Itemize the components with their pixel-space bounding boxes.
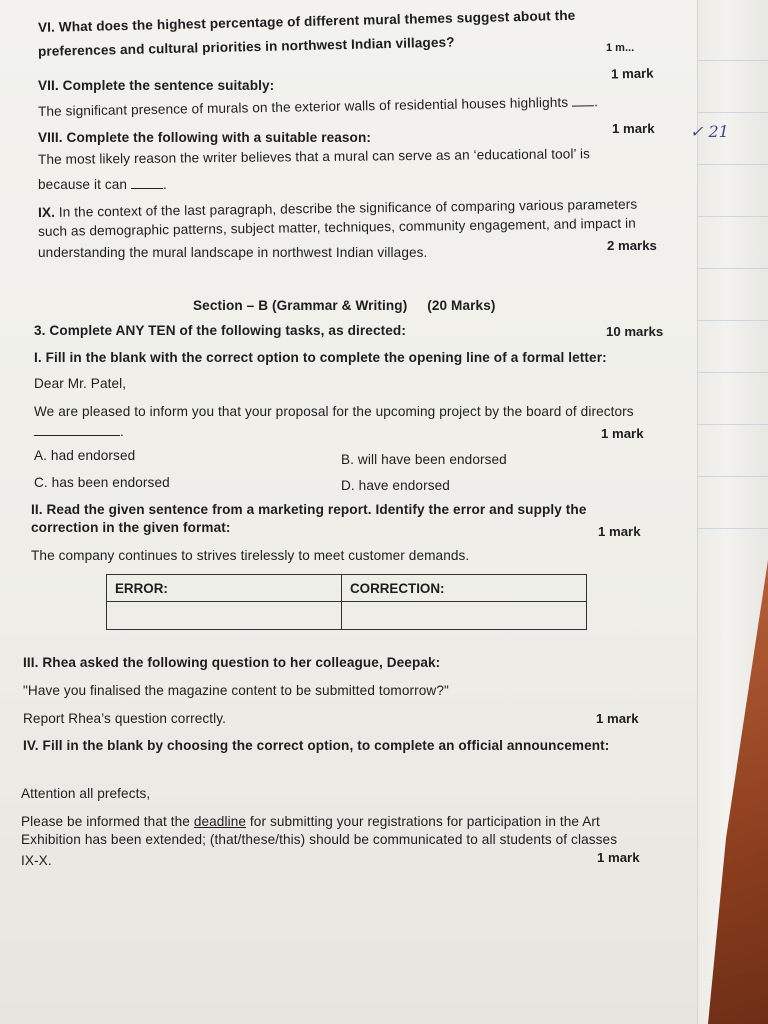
q8-blank [131, 188, 163, 189]
g1-mark: 1 mark [601, 426, 644, 441]
g4-heading: IV. Fill in the blank by choosing the correct option, to complete an official announcement: [23, 738, 610, 753]
task3-mark: 10 marks [606, 324, 664, 339]
g4-line-3: IX-X. [21, 853, 52, 868]
g3-instruction: Report Rhea’s question correctly. [23, 711, 227, 726]
g1-option-c: C. has been endorsed [34, 475, 170, 490]
q9-line-3: understanding the mural landscape in northwest Indian villages. [38, 245, 428, 260]
g1-option-a: A. had endorsed [34, 448, 136, 463]
g4-line-1-row [21, 814, 600, 829]
section-b-title: Section – B (Grammar & Writing) [193, 298, 408, 313]
g3-heading: III. Rhea asked the following question to her colleague, Deepak: [23, 655, 441, 670]
error-answer-cell[interactable] [107, 602, 342, 630]
q7-sentence-row: The significant presence of murals on the exterior walls of residential houses highlights . [37, 94, 599, 119]
task3-heading: 3. Complete ANY TEN of the following tasks, as directed: [34, 323, 406, 338]
q9-line-1: In the context of the last paragraph, describe the significance of comparing various parameters [58, 196, 638, 220]
q6-mark: 1 m... [606, 42, 635, 54]
g1-salutation: Dear Mr. Patel, [34, 376, 127, 391]
g1-option-b: B. will have been endorsed [341, 452, 507, 467]
q8-mark: 1 mark [612, 121, 655, 136]
section-b-title-row [193, 298, 495, 313]
g4-line-1-post: for submitting your registrations for participation in the Art [246, 814, 600, 829]
g4-line-1-pre: Please be informed that the [21, 814, 194, 829]
g4-mark: 1 mark [597, 850, 640, 865]
q9-line-2: such as demographic patterns, subject matter, techniques, community engagement, and impact in [37, 215, 636, 239]
g2-mark: 1 mark [598, 524, 641, 539]
g2-line-2: correction in the given format: [31, 520, 231, 535]
section-b-marks: (20 Marks) [427, 298, 496, 313]
handwritten-margin-note: ✓ 21 [690, 122, 729, 141]
g2-line-1: II. Read the given sentence from a marketing report. Identify the error and supply the [31, 502, 587, 517]
g1-blank-row: . [34, 424, 124, 439]
g4-line-2: Exhibition has been extended; (that/these/this) should be communicated to all students of classes [21, 832, 618, 847]
q6-line-2: preferences and cultural priorities in northwest Indian villages? [37, 34, 455, 59]
q8-line-2: because it can [38, 177, 128, 192]
error-correction-table [106, 574, 587, 630]
g1-blank [34, 435, 120, 436]
q7-mark: 1 mark [610, 65, 654, 82]
correction-header: CORRECTION: [342, 575, 587, 602]
q7-heading: VII. Complete the sentence suitably: [38, 78, 275, 93]
g1-sentence: We are pleased to inform you that your proposal for the upcoming project by the board of directors [34, 404, 634, 419]
g2-sentence: The company continues to strives tirelessly to meet customer demands. [31, 548, 470, 563]
q6-line-1: VI. What does the highest percentage of different mural themes suggest about the [37, 7, 576, 35]
g3-quote: "Have you finalised the magazine content to be submitted tomorrow?" [23, 683, 449, 698]
g4-deadline-word: deadline [193, 814, 247, 829]
g3-mark: 1 mark [596, 711, 639, 726]
q9-mark: 2 marks [607, 238, 657, 253]
correction-answer-cell[interactable] [342, 602, 587, 630]
g1-heading: I. Fill in the blank with the correct option to complete the opening line of a formal letter: [34, 350, 607, 365]
q8-line-2-row: because it can . [38, 177, 167, 192]
g1-option-d: D. have endorsed [341, 478, 450, 493]
g4-salutation: Attention all prefects, [21, 786, 151, 801]
q8-heading: VIII. Complete the following with a suitable reason: [38, 130, 371, 145]
q9-label: IX. [37, 204, 56, 220]
q8-line-1: The most likely reason the writer believes that a mural can serve as an ‘educational tool’ is [37, 146, 591, 167]
error-header: ERROR: [107, 575, 342, 602]
q7-blank [572, 105, 594, 106]
q7-sentence: The significant presence of murals on the exterior walls of residential houses highlights [37, 94, 569, 119]
